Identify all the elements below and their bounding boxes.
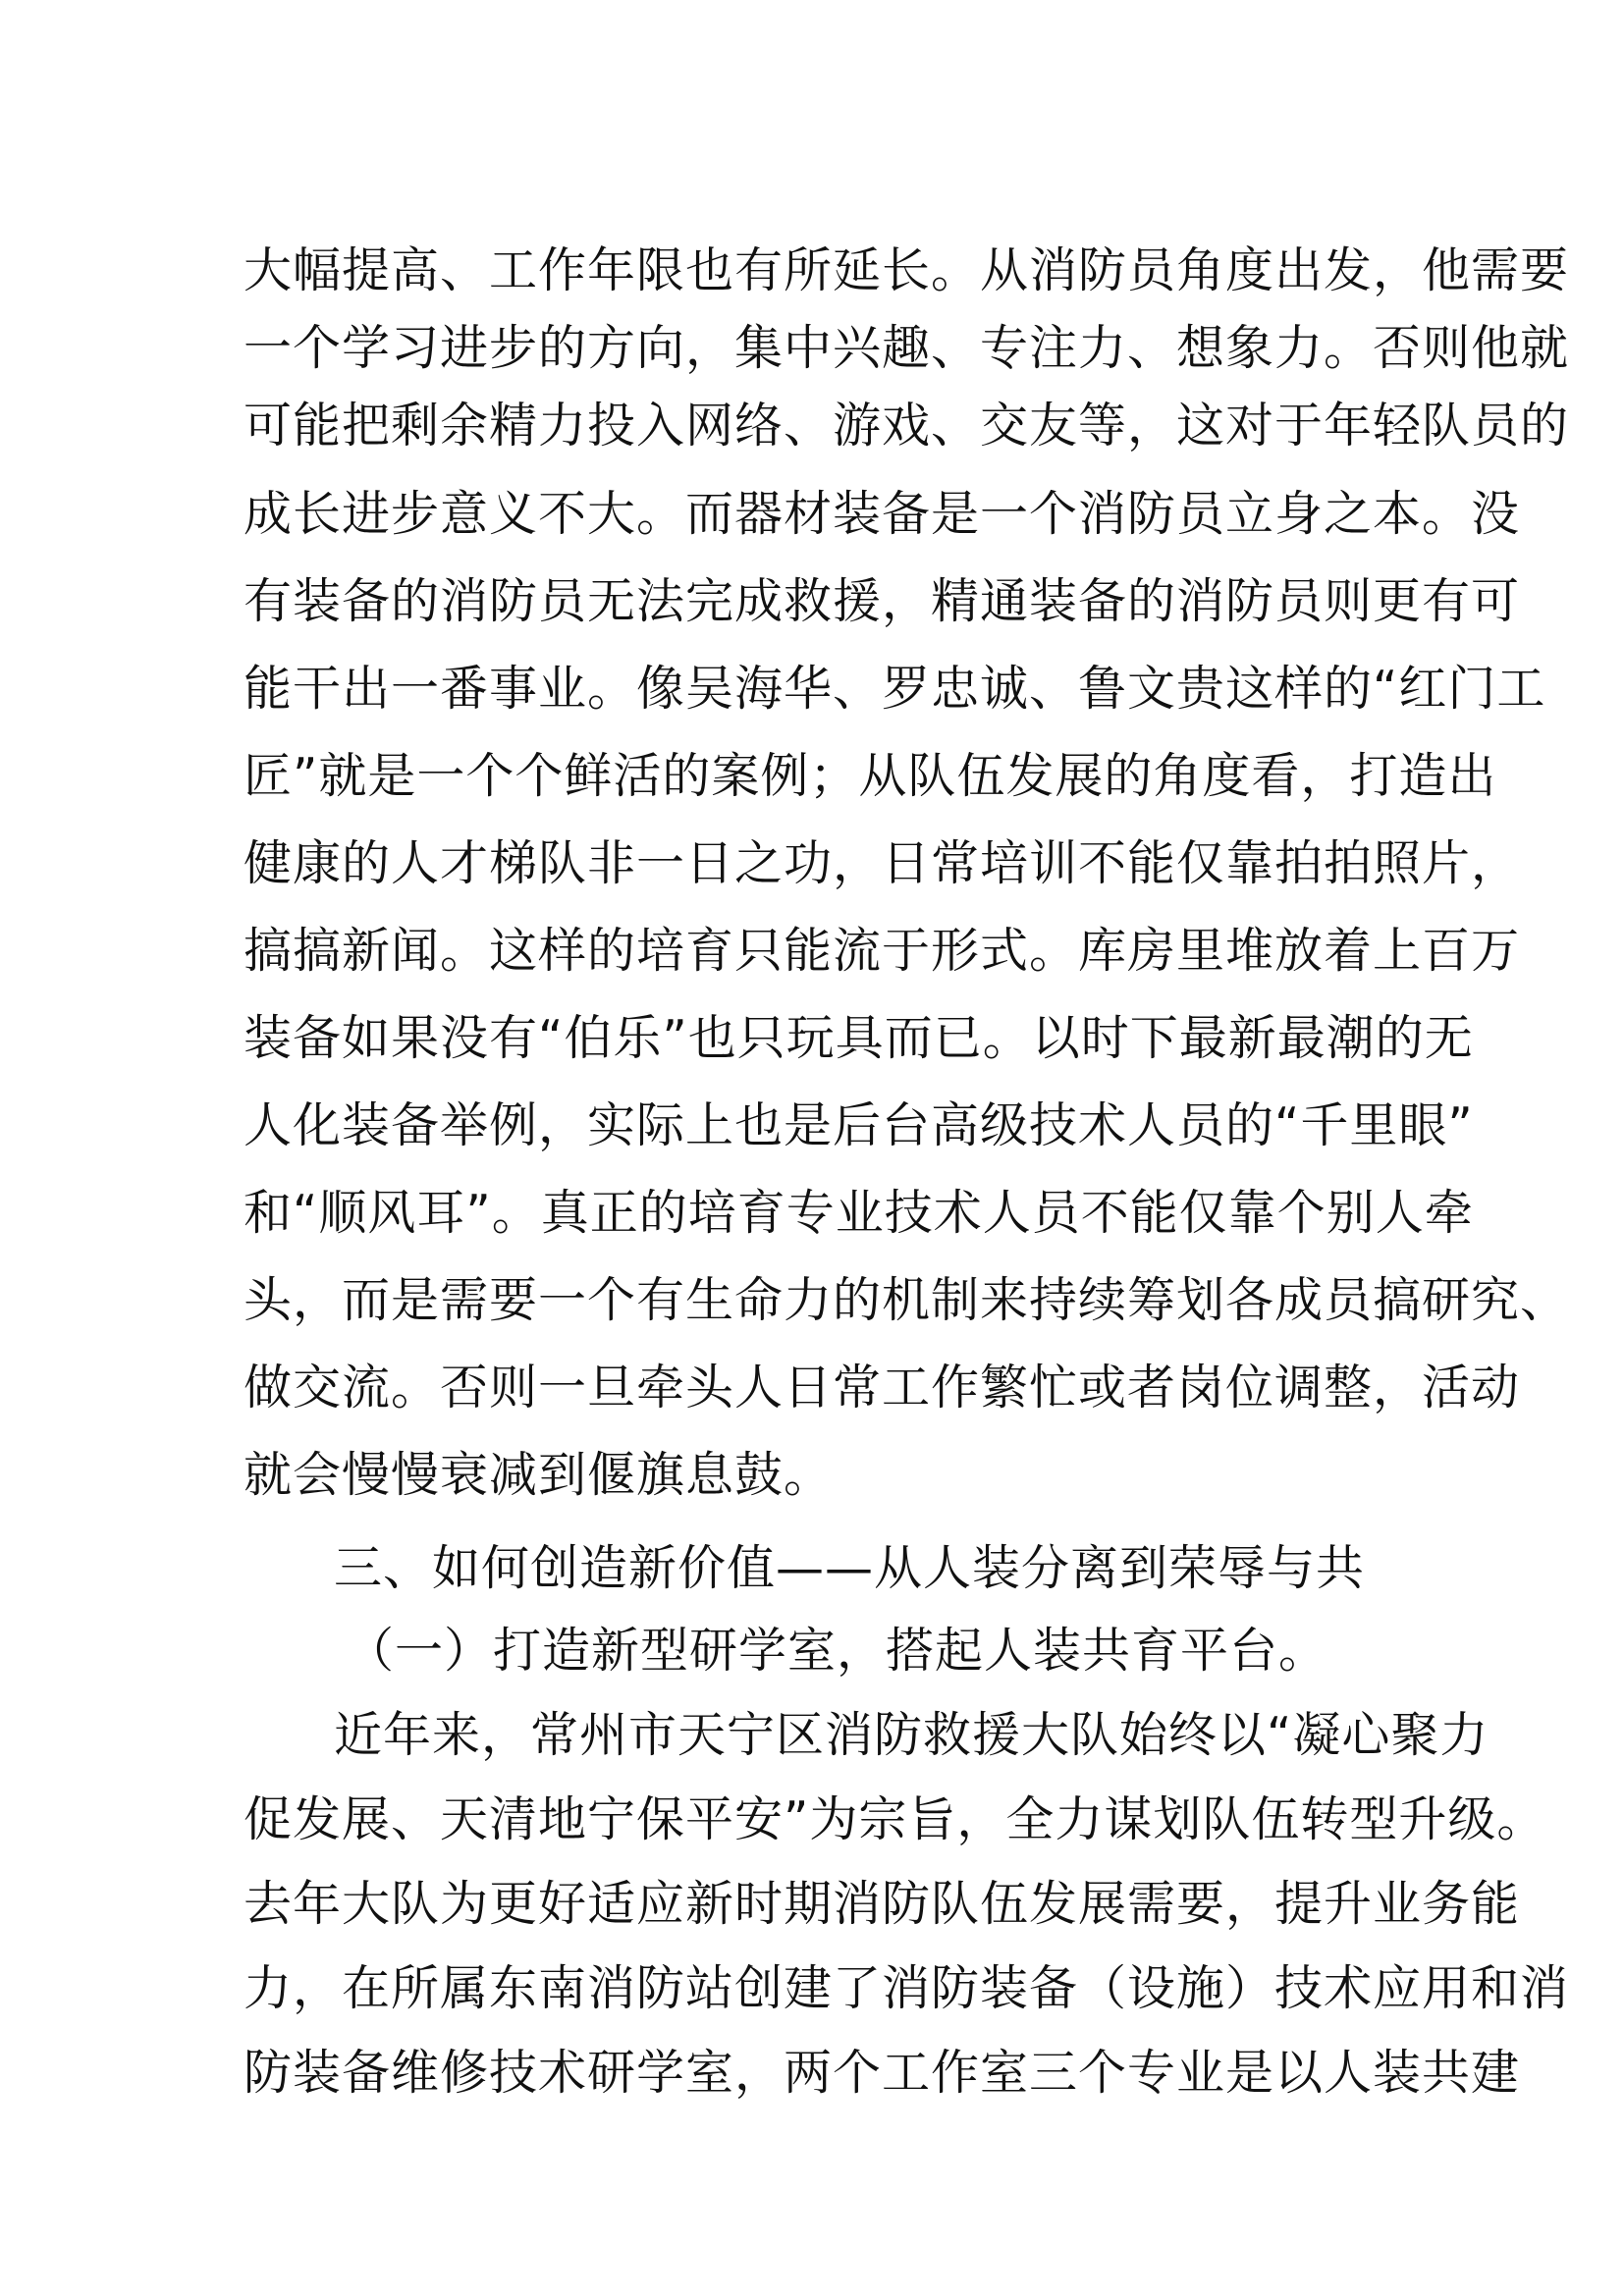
body-text-line: 成长进步意义不大。而器材装备是一个消防员立身之本。没 bbox=[244, 486, 1521, 542]
section-heading: 三、如何创造新价值——从人装分离到荣辱与共 bbox=[334, 1540, 1366, 1596]
body-text-line: 大幅提高、工作年限也有所延长。从消防员角度出发，他需要 bbox=[244, 242, 1570, 298]
body-text-line: 装备如果没有“伯乐”也只玩具而已。以时下最新最潮的无 bbox=[244, 1010, 1474, 1066]
body-text-line: 去年大队为更好适应新时期消防队伍发展需要，提升业务能 bbox=[244, 1876, 1521, 1932]
subsection-heading: （一）打造新型研学室，搭起人装共育平台。 bbox=[346, 1623, 1328, 1679]
body-text-line: 就会慢慢衰减到偃旗息鼓。 bbox=[244, 1447, 834, 1503]
body-text-line: 搞搞新闻。这样的培育只能流于形式。库房里堆放着上百万 bbox=[244, 923, 1521, 979]
body-text-line: 促发展、天清地宁保平安”为宗旨，全力谋划队伍转型升级。 bbox=[244, 1791, 1546, 1847]
body-text-line: 一个学习进步的方向，集中兴趣、专注力、想象力。否则他就 bbox=[244, 320, 1570, 376]
body-text-line: 可能把剩余精力投入网络、游戏、交友等，这对于年轻队员的 bbox=[244, 398, 1570, 454]
body-text-line: 能干出一番事业。像吴海华、罗忠诚、鲁文贵这样的“红门工 bbox=[244, 661, 1546, 717]
body-text-line: 匠”就是一个个鲜活的案例；从队伍发展的角度看，打造出 bbox=[244, 748, 1497, 804]
body-text-line: 健康的人才梯队非一日之功，日常培训不能仅靠拍拍照片， bbox=[244, 835, 1521, 891]
body-text-line: 力，在所属东南消防站创建了消防装备（设施）技术应用和消 bbox=[244, 1960, 1570, 2016]
body-text-line: 近年来，常州市天宁区消防救援大队始终以“凝心聚力 bbox=[334, 1707, 1489, 1763]
body-text-line: 有装备的消防员无法完成救援，精通装备的消防员则更有可 bbox=[244, 573, 1521, 629]
body-text-line: 头，而是需要一个有生命力的机制来持续筹划各成员搞研究、 bbox=[244, 1272, 1570, 1328]
body-text-line: 人化装备举例，实际上也是后台高级技术人员的“千里眼” bbox=[244, 1097, 1474, 1153]
body-text-line: 做交流。否则一旦牵头人日常工作繁忙或者岗位调整，活动 bbox=[244, 1360, 1521, 1415]
body-text-line: 防装备维修技术研学室，两个工作室三个专业是以人装共建 bbox=[244, 2045, 1521, 2101]
body-text-line: 和“顺风耳”。真正的培育专业技术人员不能仅靠个别人牵 bbox=[244, 1185, 1474, 1241]
